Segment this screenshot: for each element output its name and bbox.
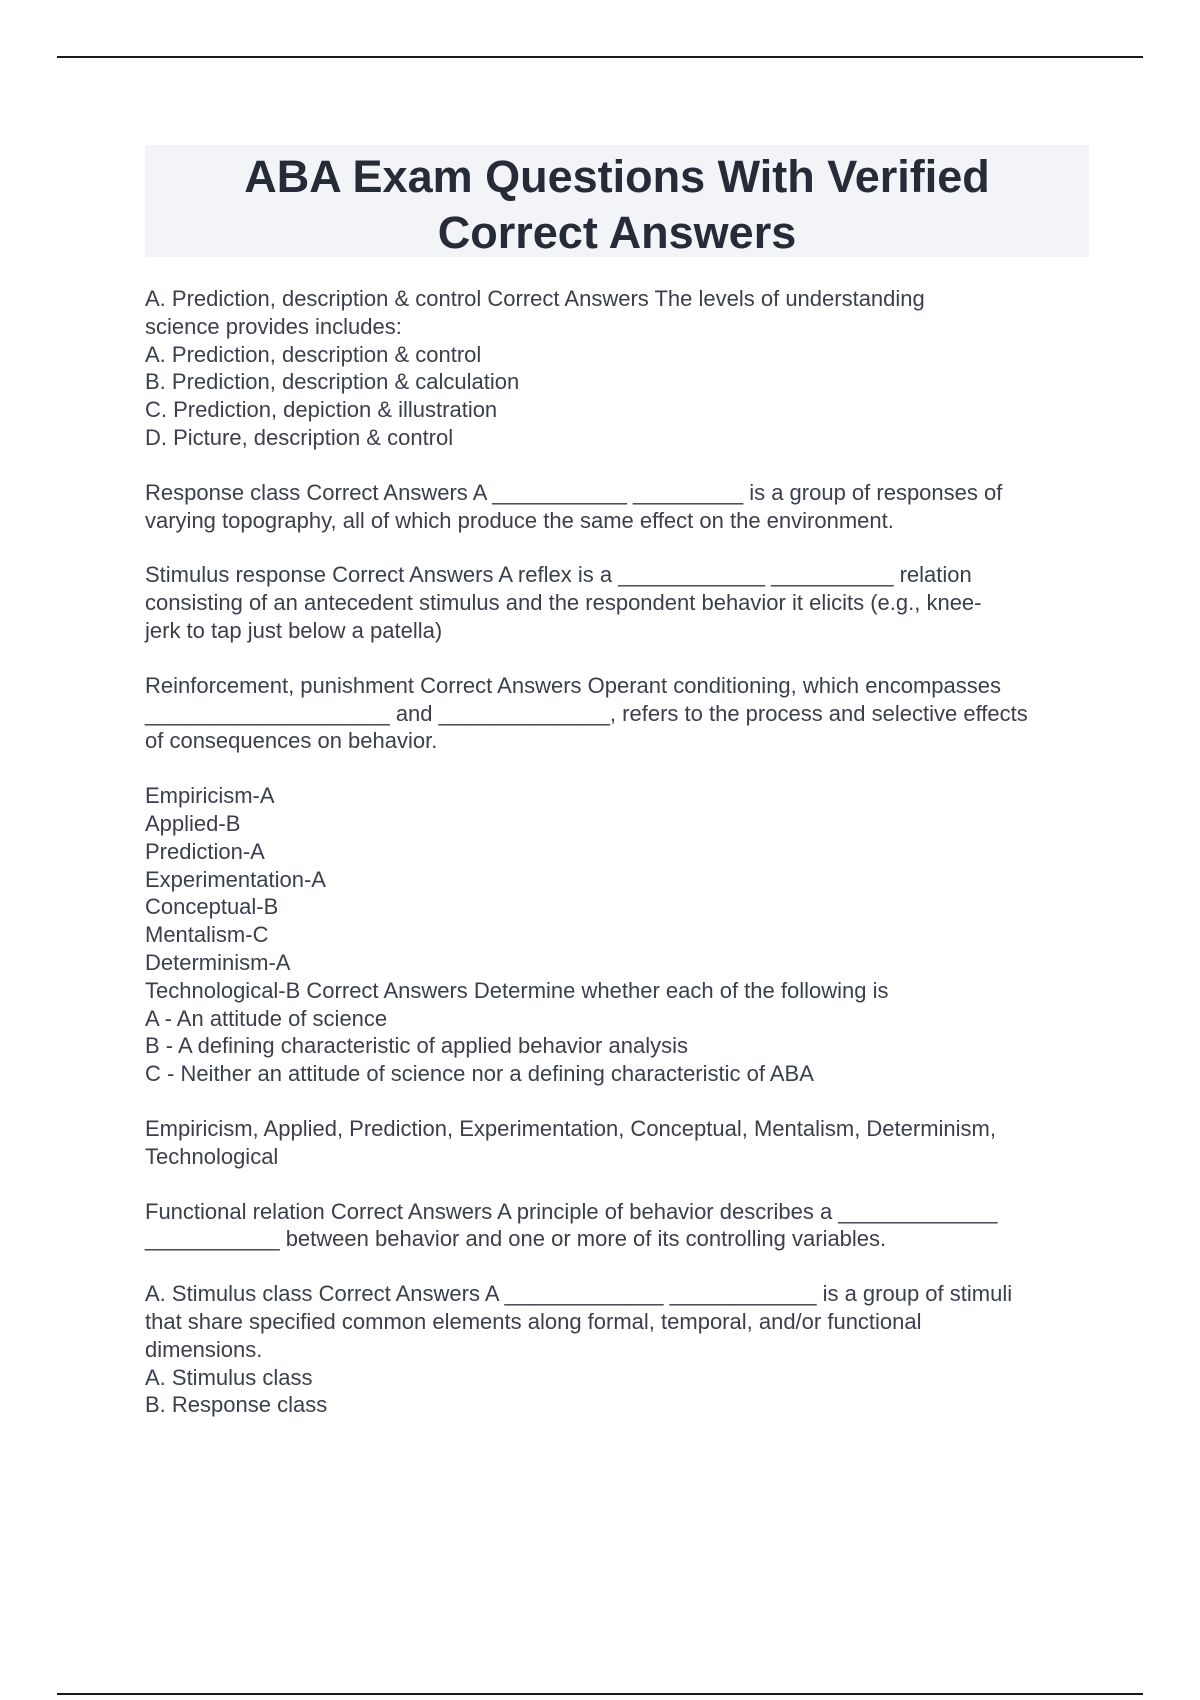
qa-block: [145, 479, 1095, 535]
text-line: Experimentation-A: [145, 866, 326, 892]
text-line: Technological-B Correct Answers Determine whether each of the following is: [145, 977, 889, 1003]
text-line: that share specified common elements along formal, temporal, and/or functional: [145, 1308, 922, 1334]
qa-block: [145, 672, 1095, 755]
text-line: science provides includes:: [145, 313, 402, 339]
text-line: consisting of an antecedent stimulus and the respondent behavior it elicits (e.g., knee-: [145, 590, 982, 616]
qa-block: [145, 1198, 1095, 1254]
text-line: of consequences on behavior.: [145, 728, 438, 754]
text-line: Prediction-A: [145, 838, 265, 864]
text-line: Empiricism-A: [145, 783, 275, 809]
text-line: A. Prediction, description & control: [145, 341, 482, 367]
text-line: Mentalism-C: [145, 922, 269, 948]
text-line: jerk to tap just below a patella): [145, 617, 443, 643]
text-line: Applied-B: [145, 810, 241, 836]
text-line: A. Stimulus class Correct Answers A _____________ ____________ is a group of stimuli: [145, 1281, 1013, 1307]
top-rule: [57, 56, 1143, 58]
text-line: dimensions.: [145, 1336, 263, 1362]
text-line: B - A defining characteristic of applied behavior analysis: [145, 1033, 688, 1059]
text-line: Empiricism, Applied, Prediction, Experimentation, Conceptual, Mentalism, Determinism,: [145, 1115, 996, 1141]
text-line: A - An attitude of science: [145, 1005, 388, 1031]
title-banner: [145, 145, 1089, 257]
text-line: Technological: [145, 1143, 279, 1169]
text-line: ____________________ and ______________, refers to the process and selective effects: [145, 700, 1028, 726]
page-title-line-2: Correct Answers: [437, 207, 797, 258]
text-line: Determinism-A: [145, 949, 291, 975]
text-line: A. Stimulus class: [145, 1364, 313, 1390]
text-line: A. Prediction, description & control Correct Answers The levels of understanding: [145, 286, 925, 311]
qa-block: [145, 1280, 1095, 1419]
text-line: Functional relation Correct Answers A principle of behavior describes a _____________: [145, 1198, 998, 1224]
text-line: ___________ between behavior and one or more of its controlling variables.: [145, 1226, 887, 1252]
text-line: Reinforcement, punishment Correct Answers Operant conditioning, which encompasses: [145, 672, 1001, 698]
qa-block: [145, 285, 1095, 452]
qa-block: [145, 782, 1095, 1088]
text-line: Conceptual-B: [145, 894, 279, 920]
text-line: B. Response class: [145, 1392, 328, 1418]
text-line: B. Prediction, description & calculation: [145, 369, 520, 395]
bottom-rule: [57, 1693, 1143, 1695]
qa-block: [145, 561, 1095, 644]
qa-block: [145, 1115, 1095, 1171]
text-line: varying topography, all of which produce the same effect on the environment.: [145, 507, 894, 533]
page-title-line-1: ABA Exam Questions With Verified: [244, 151, 990, 202]
text-line: D. Picture, description & control: [145, 424, 454, 450]
text-line: Response class Correct Answers A ___________ _________ is a group of responses of: [145, 479, 1003, 505]
text-line: C - Neither an attitude of science nor a defining characteristic of ABA: [145, 1061, 814, 1087]
text-line: Stimulus response Correct Answers A reflex is a ____________ __________ relation: [145, 562, 972, 588]
text-line: C. Prediction, depiction & illustration: [145, 397, 498, 423]
document-body: [145, 285, 1095, 1446]
